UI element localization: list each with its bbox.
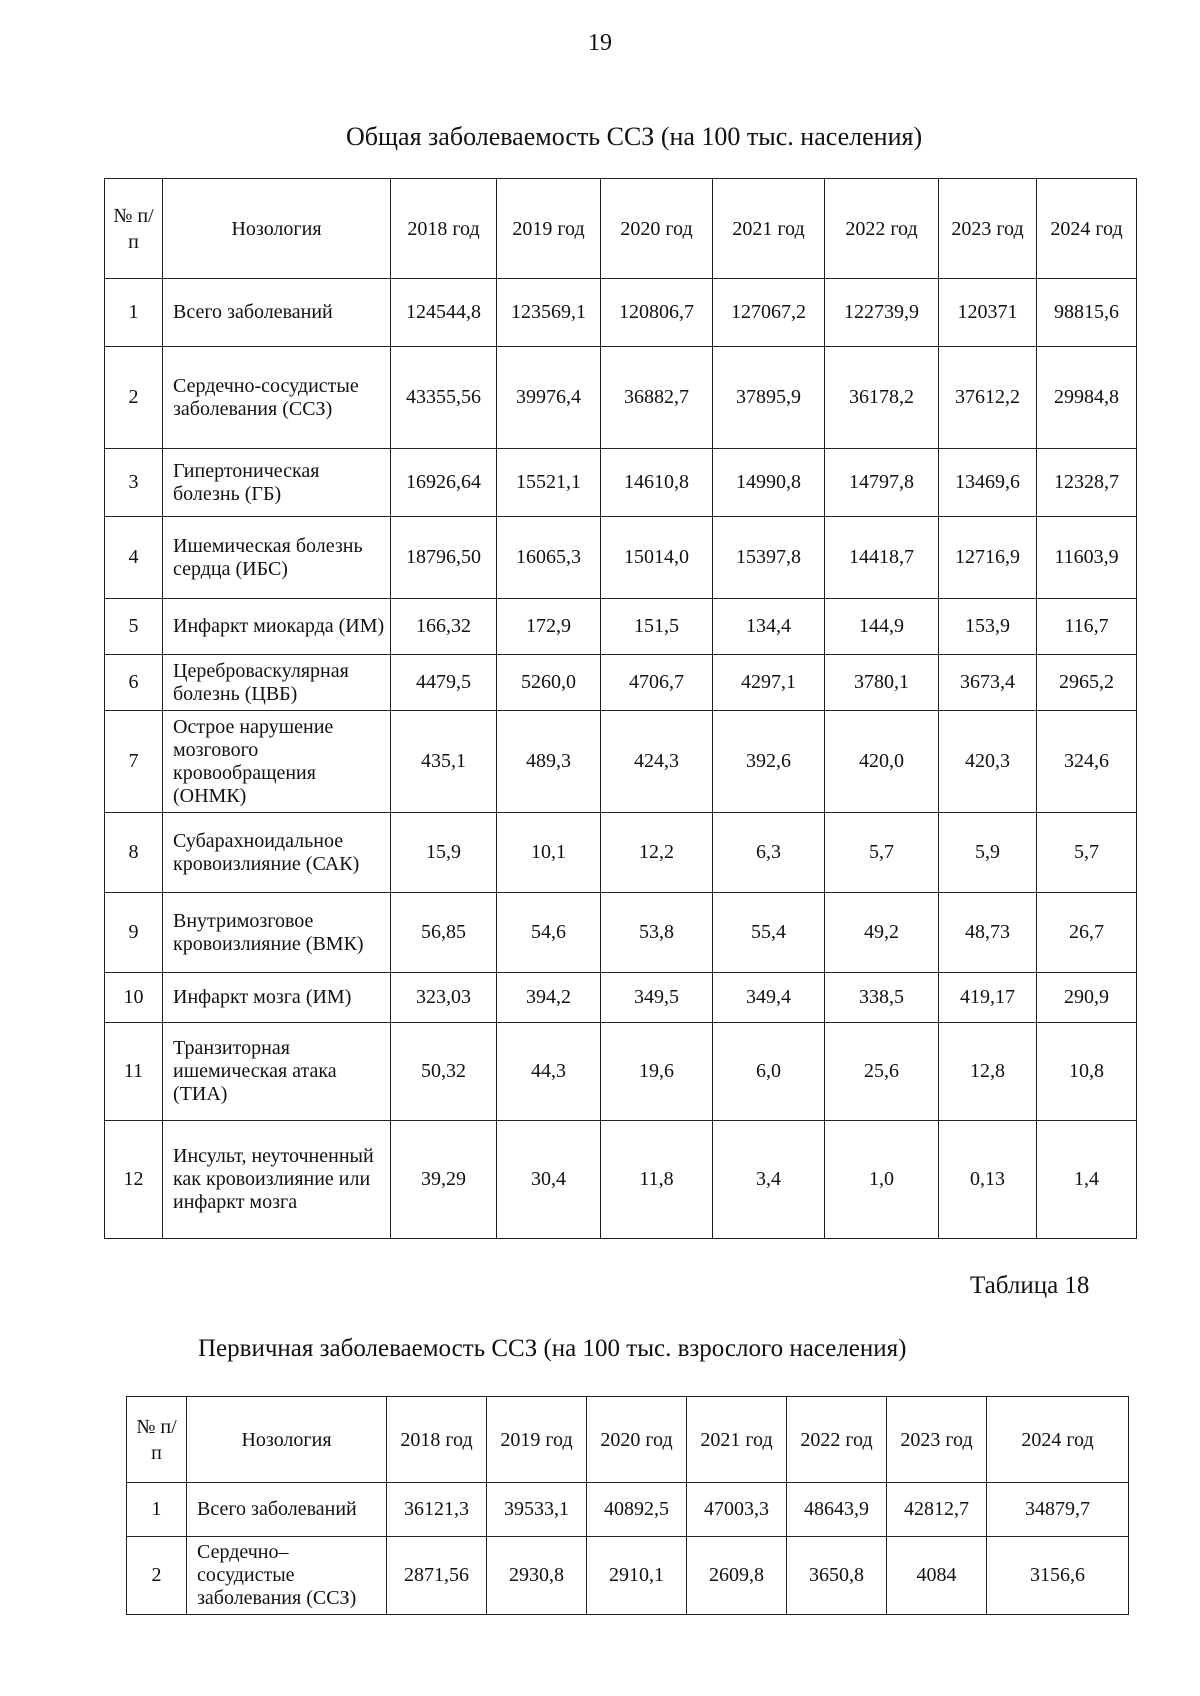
value-cell: 16926,64	[391, 449, 497, 517]
value-cell: 29984,8	[1037, 347, 1137, 449]
header-year: 2022 год	[787, 1397, 887, 1483]
value-cell: 2910,1	[587, 1537, 687, 1615]
header-year: 2019 год	[487, 1397, 587, 1483]
value-cell: 2871,56	[387, 1537, 487, 1615]
header-year: 2022 год	[825, 179, 939, 279]
header-year: 2019 год	[497, 179, 601, 279]
table-row	[105, 893, 1137, 973]
value-cell: 134,4	[713, 599, 825, 655]
nosology-cell: Субарахноидальное кровоизлияние (САК)	[163, 813, 391, 893]
value-cell: 16065,3	[497, 517, 601, 599]
header-year: 2021 год	[713, 179, 825, 279]
value-cell: 11,8	[601, 1121, 713, 1239]
value-cell: 10,1	[497, 813, 601, 893]
header-year: 2020 год	[601, 179, 713, 279]
header-year: 2023 год	[887, 1397, 987, 1483]
value-cell: 42812,7	[887, 1483, 987, 1537]
table-row	[105, 711, 1137, 813]
value-cell: 151,5	[601, 599, 713, 655]
value-cell: 12716,9	[939, 517, 1037, 599]
row-number: 9	[105, 893, 163, 973]
value-cell: 290,9	[1037, 973, 1137, 1023]
value-cell: 172,9	[497, 599, 601, 655]
header-year: 2021 год	[687, 1397, 787, 1483]
value-cell: 48,73	[939, 893, 1037, 973]
value-cell: 98815,6	[1037, 279, 1137, 347]
value-cell: 39,29	[391, 1121, 497, 1239]
value-cell: 15014,0	[601, 517, 713, 599]
value-cell: 349,5	[601, 973, 713, 1023]
value-cell: 124544,8	[391, 279, 497, 347]
value-cell: 123569,1	[497, 279, 601, 347]
nosology-cell: Транзиторная ишемическая атака (ТИА)	[163, 1023, 391, 1121]
value-cell: 420,3	[939, 711, 1037, 813]
header-num: № п/п	[105, 179, 163, 279]
value-cell: 12,8	[939, 1023, 1037, 1121]
header-year: 2023 год	[939, 179, 1037, 279]
row-number: 3	[105, 449, 163, 517]
value-cell: 49,2	[825, 893, 939, 973]
value-cell: 50,32	[391, 1023, 497, 1121]
value-cell: 10,8	[1037, 1023, 1137, 1121]
table-title: Первичная заболеваемость ССЗ (на 100 тыс. взрослого населения)	[198, 1335, 907, 1362]
value-cell: 2965,2	[1037, 655, 1137, 711]
header-nosology: Нозология	[163, 179, 391, 279]
row-number: 1	[127, 1483, 187, 1537]
header-row	[105, 179, 1137, 279]
value-cell: 3780,1	[825, 655, 939, 711]
value-cell: 30,4	[497, 1121, 601, 1239]
table-row	[127, 1483, 1129, 1537]
value-cell: 5,9	[939, 813, 1037, 893]
value-cell: 489,3	[497, 711, 601, 813]
row-number: 12	[105, 1121, 163, 1239]
nosology-cell: Ишемическая болезнь сердца (ИБС)	[163, 517, 391, 599]
value-cell: 37895,9	[713, 347, 825, 449]
value-cell: 12,2	[601, 813, 713, 893]
value-cell: 48643,9	[787, 1483, 887, 1537]
value-cell: 349,4	[713, 973, 825, 1023]
row-number: 11	[105, 1023, 163, 1121]
nosology-cell: Инфаркт миокарда (ИМ)	[163, 599, 391, 655]
value-cell: 14418,7	[825, 517, 939, 599]
value-cell: 5260,0	[497, 655, 601, 711]
value-cell: 127067,2	[713, 279, 825, 347]
nosology-cell: Всего заболеваний	[187, 1483, 387, 1537]
value-cell: 47003,3	[687, 1483, 787, 1537]
row-number: 2	[127, 1537, 187, 1615]
value-cell: 2930,8	[487, 1537, 587, 1615]
value-cell: 4479,5	[391, 655, 497, 711]
value-cell: 4084	[887, 1537, 987, 1615]
value-cell: 394,2	[497, 973, 601, 1023]
value-cell: 39533,1	[487, 1483, 587, 1537]
table-row	[105, 813, 1137, 893]
value-cell: 4706,7	[601, 655, 713, 711]
row-number: 7	[105, 711, 163, 813]
value-cell: 43355,56	[391, 347, 497, 449]
row-number: 1	[105, 279, 163, 347]
nosology-cell: Внутримозговое кровоизлияние (ВМК)	[163, 893, 391, 973]
row-number: 5	[105, 599, 163, 655]
header-row	[127, 1397, 1129, 1483]
value-cell: 419,17	[939, 973, 1037, 1023]
value-cell: 392,6	[713, 711, 825, 813]
value-cell: 0,13	[939, 1121, 1037, 1239]
header-year: 2024 год	[987, 1397, 1129, 1483]
value-cell: 53,8	[601, 893, 713, 973]
nosology-cell: Сердечно–сосудистые заболевания (ССЗ)	[187, 1537, 387, 1615]
nosology-cell: Острое нарушение мозгового кровообращения (ОНМК)	[163, 711, 391, 813]
row-number: 4	[105, 517, 163, 599]
value-cell: 435,1	[391, 711, 497, 813]
table-row	[105, 1023, 1137, 1121]
value-cell: 13469,6	[939, 449, 1037, 517]
value-cell: 15,9	[391, 813, 497, 893]
value-cell: 15397,8	[713, 517, 825, 599]
table-row	[105, 1121, 1137, 1239]
table-row	[105, 517, 1137, 599]
value-cell: 3,4	[713, 1121, 825, 1239]
value-cell: 1,0	[825, 1121, 939, 1239]
value-cell: 424,3	[601, 711, 713, 813]
table-label: Таблица 18	[970, 1272, 1090, 1299]
table-row	[127, 1537, 1129, 1615]
value-cell: 40892,5	[587, 1483, 687, 1537]
row-number: 6	[105, 655, 163, 711]
value-cell: 2609,8	[687, 1537, 787, 1615]
value-cell: 26,7	[1037, 893, 1137, 973]
value-cell: 14797,8	[825, 449, 939, 517]
table-row	[105, 347, 1137, 449]
nosology-cell: Всего заболеваний	[163, 279, 391, 347]
value-cell: 3673,4	[939, 655, 1037, 711]
page-number: 19	[588, 30, 612, 56]
table-row	[105, 973, 1137, 1023]
value-cell: 44,3	[497, 1023, 601, 1121]
value-cell: 11603,9	[1037, 517, 1137, 599]
nosology-cell: Инфаркт мозга (ИМ)	[163, 973, 391, 1023]
value-cell: 5,7	[1037, 813, 1137, 893]
value-cell: 18796,50	[391, 517, 497, 599]
value-cell: 4297,1	[713, 655, 825, 711]
value-cell: 1,4	[1037, 1121, 1137, 1239]
header-num: № п/п	[127, 1397, 187, 1483]
value-cell: 144,9	[825, 599, 939, 655]
value-cell: 3156,6	[987, 1537, 1129, 1615]
table-row	[105, 449, 1137, 517]
row-number: 2	[105, 347, 163, 449]
value-cell: 15521,1	[497, 449, 601, 517]
row-number: 8	[105, 813, 163, 893]
nosology-cell: Инсульт, неуточненный как кровоизлияние или инфаркт мозга	[163, 1121, 391, 1239]
value-cell: 34879,7	[987, 1483, 1129, 1537]
value-cell: 3650,8	[787, 1537, 887, 1615]
value-cell: 122739,9	[825, 279, 939, 347]
value-cell: 166,32	[391, 599, 497, 655]
value-cell: 420,0	[825, 711, 939, 813]
header-year: 2018 год	[387, 1397, 487, 1483]
nosology-cell: Гипертоническая болезнь (ГБ)	[163, 449, 391, 517]
nosology-cell: Сердечно-сосудистые заболевания (ССЗ)	[163, 347, 391, 449]
value-cell: 120371	[939, 279, 1037, 347]
value-cell: 6,3	[713, 813, 825, 893]
table-row	[105, 655, 1137, 711]
value-cell: 14990,8	[713, 449, 825, 517]
header-year: 2020 год	[587, 1397, 687, 1483]
value-cell: 56,85	[391, 893, 497, 973]
value-cell: 323,03	[391, 973, 497, 1023]
value-cell: 14610,8	[601, 449, 713, 517]
value-cell: 153,9	[939, 599, 1037, 655]
value-cell: 6,0	[713, 1023, 825, 1121]
value-cell: 36882,7	[601, 347, 713, 449]
general-morbidity-table	[104, 178, 1137, 1239]
value-cell: 36178,2	[825, 347, 939, 449]
value-cell: 324,6	[1037, 711, 1137, 813]
header-year: 2018 год	[391, 179, 497, 279]
value-cell: 338,5	[825, 973, 939, 1023]
value-cell: 25,6	[825, 1023, 939, 1121]
value-cell: 55,4	[713, 893, 825, 973]
table-row	[105, 279, 1137, 347]
table-title: Общая заболеваемость ССЗ (на 100 тыс. населения)	[346, 122, 923, 151]
table-row	[105, 599, 1137, 655]
value-cell: 36121,3	[387, 1483, 487, 1537]
value-cell: 39976,4	[497, 347, 601, 449]
value-cell: 19,6	[601, 1023, 713, 1121]
value-cell: 37612,2	[939, 347, 1037, 449]
row-number: 10	[105, 973, 163, 1023]
nosology-cell: Цереброваскулярная болезнь (ЦВБ)	[163, 655, 391, 711]
value-cell: 5,7	[825, 813, 939, 893]
primary-morbidity-table	[126, 1396, 1129, 1615]
header-year: 2024 год	[1037, 179, 1137, 279]
value-cell: 120806,7	[601, 279, 713, 347]
header-nosology: Нозология	[187, 1397, 387, 1483]
value-cell: 54,6	[497, 893, 601, 973]
value-cell: 116,7	[1037, 599, 1137, 655]
value-cell: 12328,7	[1037, 449, 1137, 517]
